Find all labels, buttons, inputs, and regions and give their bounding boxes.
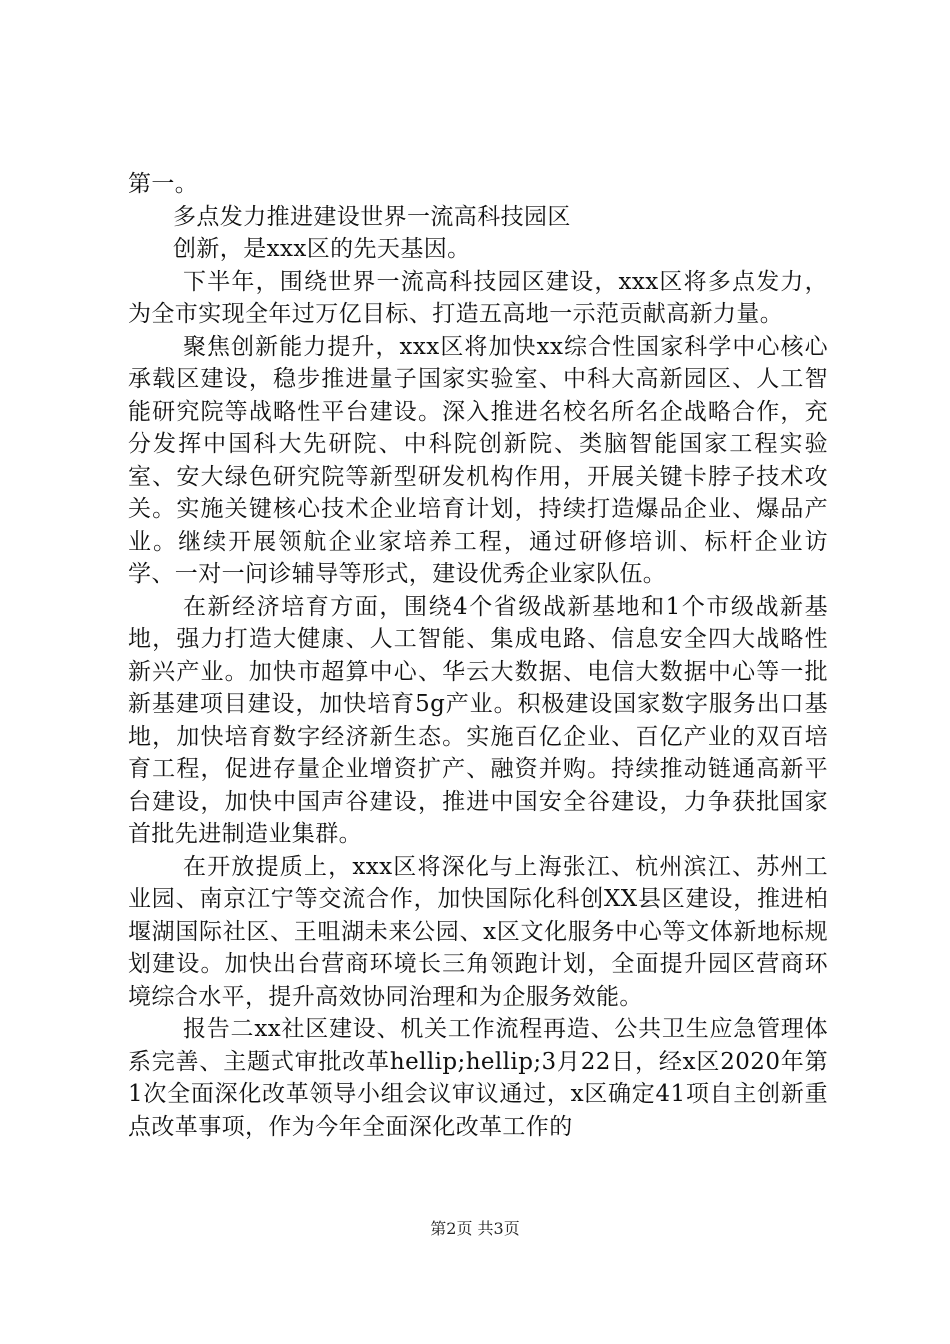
paragraph-new-economy: 在新经济培育方面，围绕4个省级战新基地和1个市级战新基地，强力打造大健康、人工智能、集成电路、信息安全四大战略性新兴产业。加快市超算中心、华云大数据、电信大数据中心等一批新基建项目建设，加快培育5g产业。积极建设国家数字服务出口基地，加快培育数字经济新生态。实施百亿企业、百亿产业的双百培育工程，促进存量企业增资扩产、融资并购。持续推动链通高新平台建设，加快中国声谷建设，推进中国安全谷建设，力争获批国家首批先进制造业集群。: [128, 593, 828, 847]
paragraph-second-half: 下半年，围绕世界一流高科技园区建设，xxx区将多点发力，为全市实现全年过万亿目标、打造五高地一示范贡献高新力量。: [128, 268, 828, 327]
paragraph-opening: 在开放提质上，xxx区将深化与上海张江、杭州滨江、苏州工业园、南京江宁等交流合作，加快国际化科创XX县区建设，推进柏堰湖国际社区、王咀湖未来公园、x区文化服务中心等文体新地标规划建设。加快出台营商环境长三角领跑计划，全面提升园区营商环境综合水平，提升高效协同治理和为企服务效能。: [128, 853, 828, 1010]
paragraph-heading-first: 第一。: [128, 171, 199, 197]
paragraph-intro: 创新，是xxx区的先天基因。: [173, 236, 471, 262]
paragraph-innovation: 聚焦创新能力提升，xxx区将加快xx综合性国家科学中心核心承载区建设，稳步推进量子国家实验室、中科大高新园区、人工智能研究院等战略性平台建设。深入推进名校名所名企战略合作，充分发挥中国科大先研院、中科院创新院、类脑智能国家工程实验室、安大绿色研究院等新型研发机构作用，开展关键卡脖子技术攻关。实施关键核心技术企业培育计划，持续打造爆品企业、爆品产业。继续开展领航企业家培养工程，通过研修培训、标杆企业访学、一对一问诊辅导等形式，建设优秀企业家队伍。: [128, 333, 828, 587]
page-footer: 第2页 共3页: [430, 1219, 520, 1238]
paragraph-report-two: 报告二xx社区建设、机关工作流程再造、公共卫生应急管理体系完善、主题式审批改革hellip;hellip;3月22日，经x区2020年第1次全面深化改革领导小组会议审议通过，x区确定41项自主创新重点改革事项，作为今年全面深化改革工作的: [128, 1016, 828, 1140]
paragraph-title: 多点发力推进建设世界一流高科技园区: [173, 203, 571, 230]
document-body: [128, 168, 828, 1143]
